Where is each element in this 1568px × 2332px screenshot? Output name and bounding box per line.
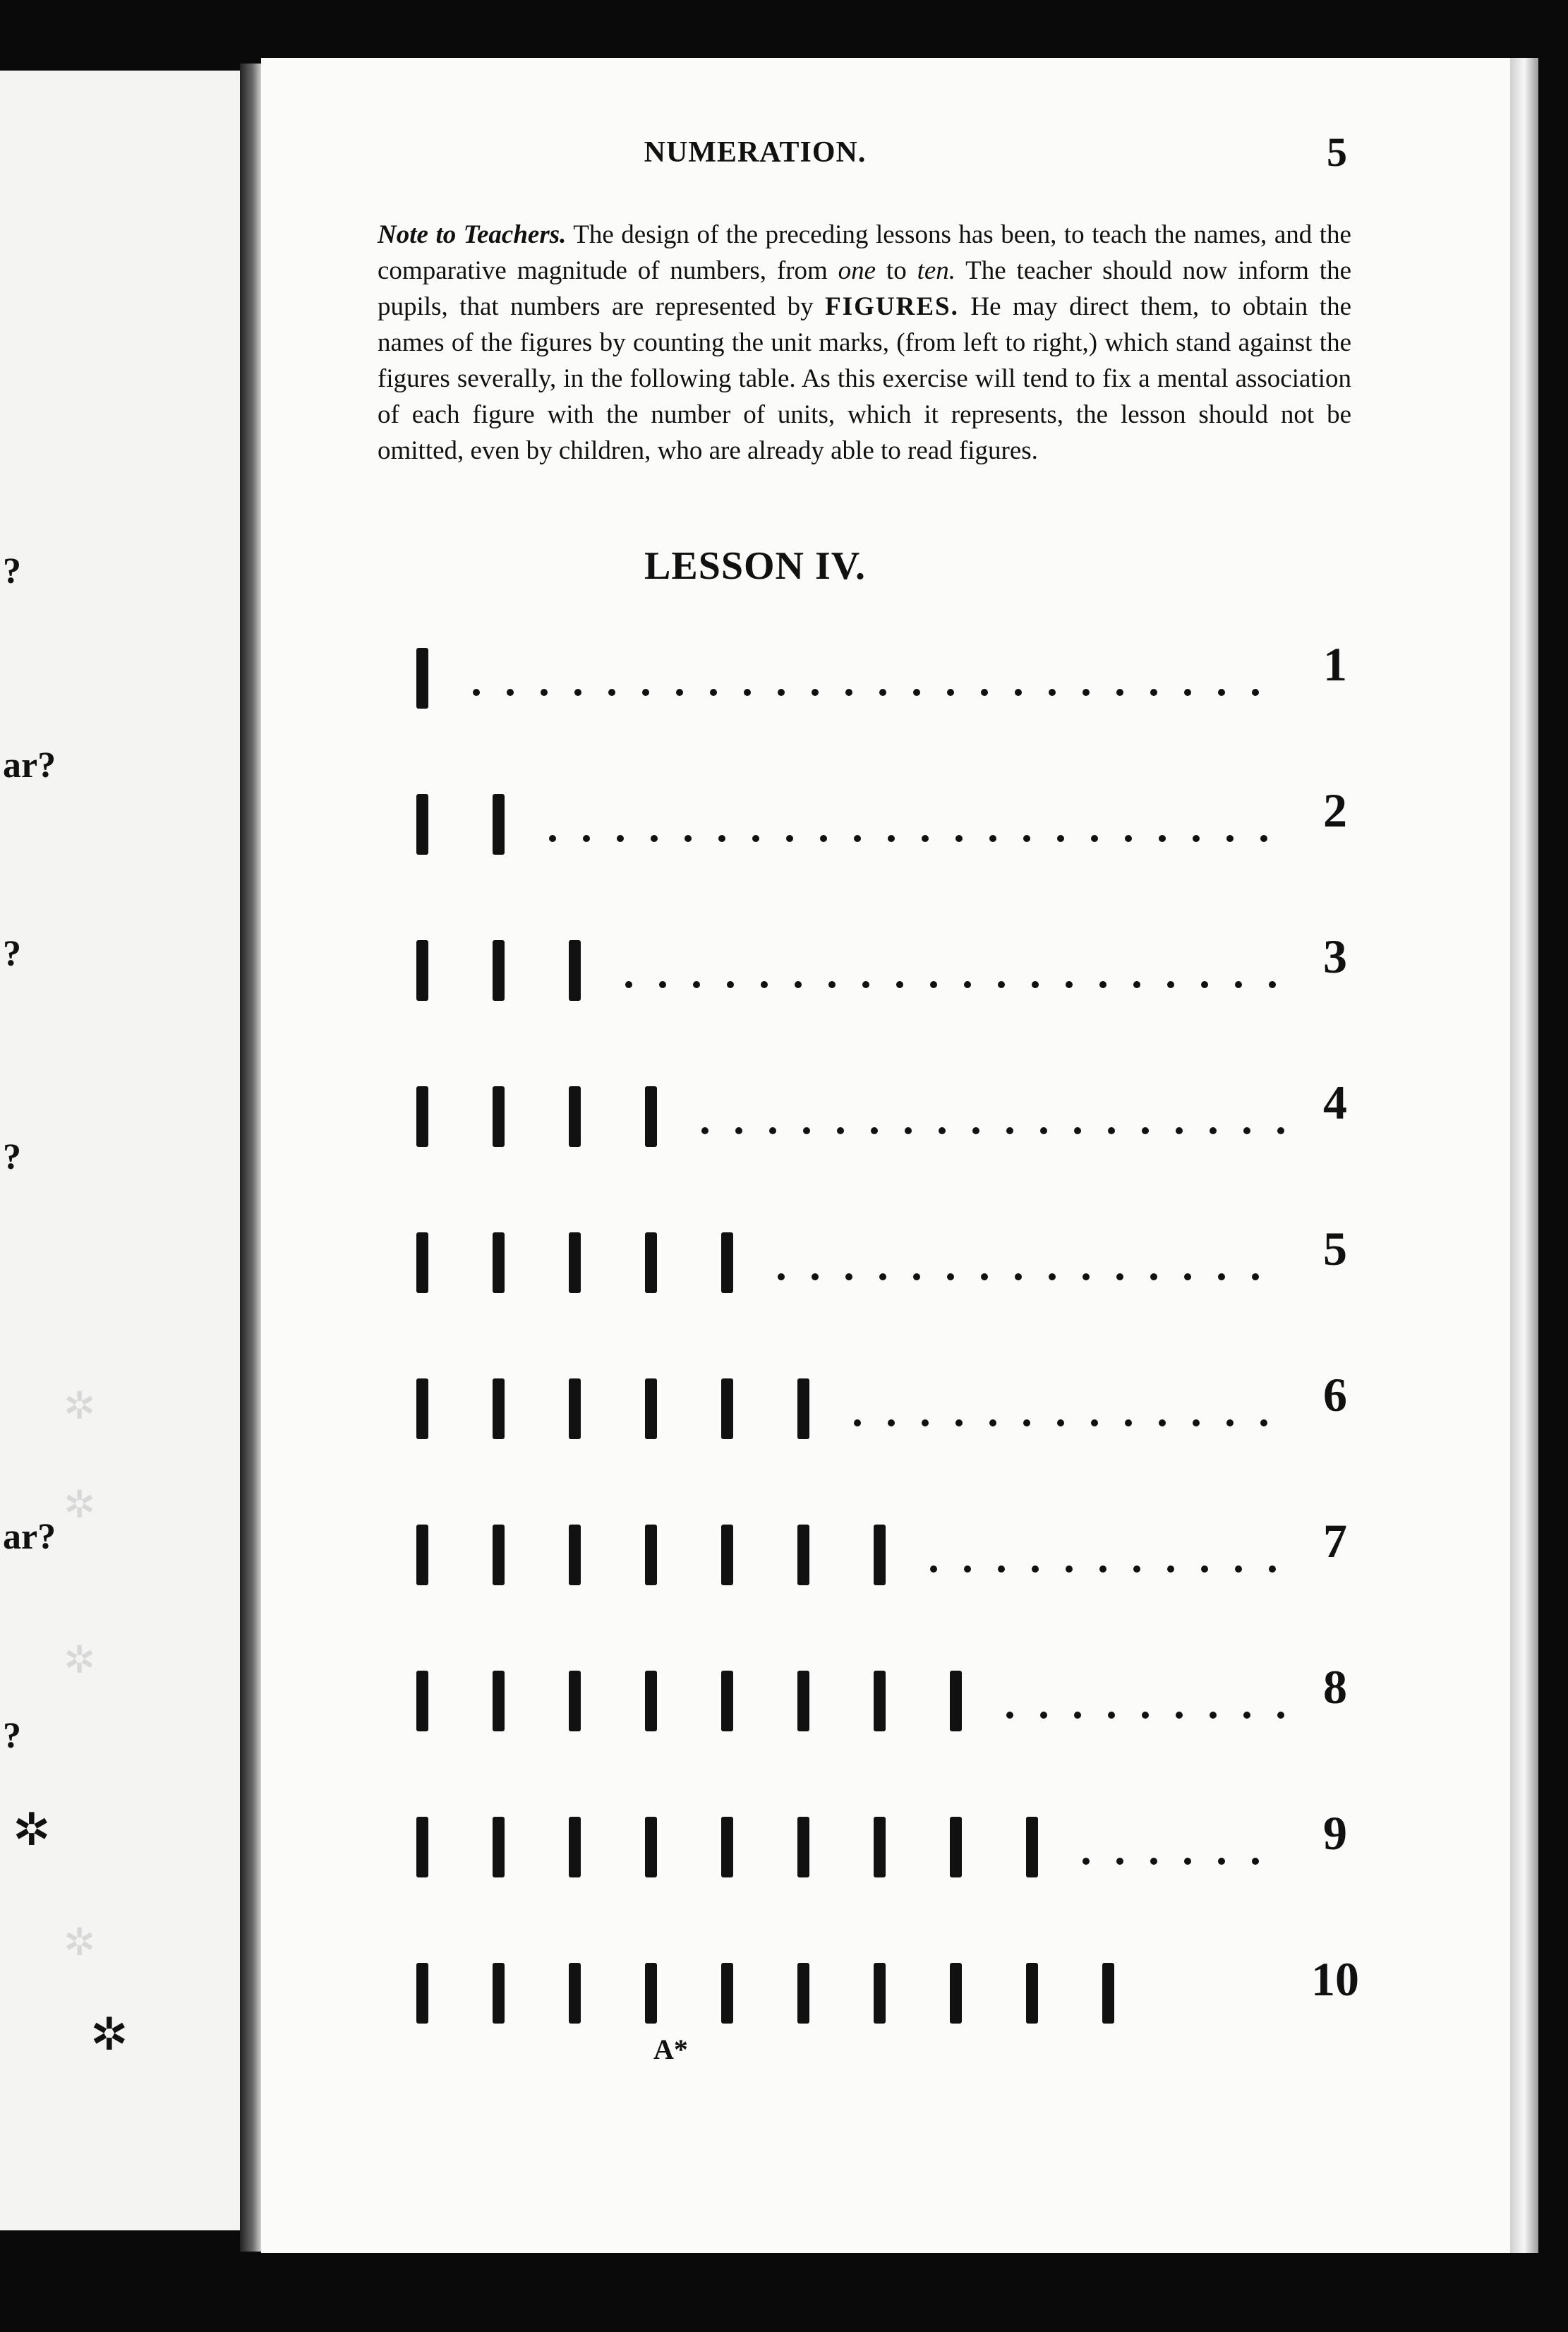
leader-dot: [1133, 981, 1140, 988]
leader-dot: [1176, 1712, 1183, 1719]
leader-dot: [1032, 1565, 1039, 1573]
leader-dot: [913, 1273, 920, 1280]
leader-dot: [879, 689, 886, 696]
note-text: to: [876, 256, 917, 285]
asterism-icon: ✲: [90, 2009, 128, 2060]
leader-dot: [1193, 1419, 1200, 1426]
leader-dot: [1252, 689, 1259, 696]
tally-row: [261, 637, 1510, 707]
leader-dot: [812, 689, 819, 696]
leader-dot: [583, 835, 590, 842]
leader-dot: [922, 835, 929, 842]
note-lead: Note to Teachers.: [378, 220, 567, 249]
leader-dot: [1243, 1712, 1250, 1719]
unit-mark: [645, 1086, 657, 1147]
leader-dot: [930, 981, 937, 988]
leader-dot: [1116, 1858, 1123, 1865]
leader-dot: [1133, 1565, 1140, 1573]
leader-dot: [1125, 835, 1132, 842]
leader-dot: [778, 1273, 785, 1280]
leader-dot: [1210, 1712, 1217, 1719]
leader-dot: [879, 1273, 886, 1280]
unit-mark: [416, 1378, 428, 1439]
asterism-icon: ✲: [64, 1385, 96, 1427]
leader-dot: [1040, 1127, 1047, 1134]
figure-label: 1: [1323, 637, 1347, 691]
leader-dot: [1243, 1127, 1250, 1134]
leader-dot: [845, 689, 852, 696]
unit-mark: [493, 794, 505, 855]
unit-mark: [416, 940, 428, 1001]
leader-dot: [1159, 835, 1166, 842]
leader-dot: [1226, 1419, 1234, 1426]
lesson-title: LESSON IV.: [644, 544, 866, 588]
unit-mark: [493, 940, 505, 1001]
leader-dot: [998, 981, 1005, 988]
leader-dot: [828, 981, 836, 988]
leader-dot: [744, 689, 751, 696]
leader-dot: [718, 835, 725, 842]
leader-dot: [710, 689, 717, 696]
leader-dot: [947, 1273, 954, 1280]
leader-dot: [913, 689, 920, 696]
unit-mark: [645, 1525, 657, 1585]
leader-dot: [1260, 1419, 1267, 1426]
unit-mark: [569, 940, 581, 1001]
unit-mark: [1102, 1963, 1114, 2024]
figure-label: 5: [1323, 1222, 1347, 1275]
asterism-icon: ✲: [13, 1805, 51, 1855]
leader-dot: [1142, 1127, 1149, 1134]
tally-row: [261, 930, 1510, 999]
unit-mark: [569, 1671, 581, 1731]
leader-dot: [939, 1127, 946, 1134]
leader-dot: [1235, 981, 1242, 988]
leader-dot: [1201, 1565, 1208, 1573]
leader-dot: [1167, 1565, 1174, 1573]
leader-dot: [778, 689, 785, 696]
unit-mark: [874, 1525, 886, 1585]
left-page-fragment: ?: [3, 934, 21, 974]
leader-dot: [1006, 1127, 1013, 1134]
leader-dot: [1023, 835, 1030, 842]
figure-label: 9: [1323, 1806, 1347, 1860]
unit-mark: [569, 1086, 581, 1147]
leader-dot: [1201, 981, 1208, 988]
leader-dot: [642, 689, 649, 696]
leader-dot: [854, 835, 861, 842]
leader-dot: [507, 689, 514, 696]
leader-dot: [473, 689, 480, 696]
leader-dot: [1260, 835, 1267, 842]
tally-row: [261, 1514, 1510, 1584]
figure-label: 4: [1323, 1076, 1347, 1129]
unit-mark: [950, 1671, 962, 1731]
leader-dot: [1150, 689, 1157, 696]
figure-label: 10: [1311, 1952, 1359, 2006]
leader-dot: [617, 835, 624, 842]
leader-dot: [854, 1419, 861, 1426]
leader-dot: [1091, 1419, 1098, 1426]
unit-mark: [721, 1817, 733, 1877]
figure-label: 8: [1323, 1660, 1347, 1714]
asterism-icon: ✲: [64, 1921, 96, 1964]
leader-dot: [871, 1127, 878, 1134]
unit-mark: [721, 1232, 733, 1293]
unit-mark: [493, 1378, 505, 1439]
leader-dot: [727, 981, 734, 988]
leader-dot: [1082, 689, 1090, 696]
leader-dot: [1066, 1565, 1073, 1573]
signature-mark: A*: [653, 2033, 688, 2065]
leader-dot: [752, 835, 759, 842]
leader-dot: [837, 1127, 844, 1134]
unit-mark: [797, 1378, 809, 1439]
leader-dot: [955, 1419, 963, 1426]
left-page-fragment: ar?: [3, 745, 56, 786]
leader-dot: [888, 835, 895, 842]
unit-mark: [797, 1963, 809, 2024]
leader-dot: [1193, 835, 1200, 842]
asterism-icon: ✲: [64, 1484, 96, 1526]
leader-dot: [972, 1127, 979, 1134]
leader-dot: [1218, 1858, 1225, 1865]
leader-dot: [1049, 1273, 1056, 1280]
leader-dot: [1074, 1712, 1081, 1719]
unit-mark: [416, 648, 428, 709]
unit-mark: [721, 1671, 733, 1731]
leader-dot: [574, 689, 581, 696]
leader-dot: [676, 689, 683, 696]
leader-dot: [947, 689, 954, 696]
leader-dot: [1269, 1565, 1276, 1573]
unit-mark: [493, 1671, 505, 1731]
note-emphasis: ten.: [917, 256, 956, 285]
unit-mark: [874, 1963, 886, 2024]
running-title: NUMERATION.: [644, 136, 867, 169]
tally-row: [261, 1222, 1510, 1292]
note-text: The teacher should now inform the pupils, that numbers are represented by: [378, 256, 1352, 321]
leader-dot: [989, 1419, 996, 1426]
leader-dot: [1082, 1273, 1090, 1280]
leader-dot: [685, 835, 692, 842]
leader-dot: [981, 689, 988, 696]
leader-dot: [786, 835, 793, 842]
unit-mark: [874, 1671, 886, 1731]
left-page-fragment: ?: [3, 1716, 21, 1756]
leader-dot: [1252, 1273, 1259, 1280]
leader-dot: [1099, 981, 1106, 988]
unit-mark: [493, 1086, 505, 1147]
figure-label: 3: [1323, 930, 1347, 983]
tally-row: [261, 1368, 1510, 1438]
leader-dot: [1091, 835, 1098, 842]
left-page-fragment: ar?: [3, 1517, 56, 1557]
leader-dot: [803, 1127, 810, 1134]
leader-dot: [1184, 1858, 1191, 1865]
unit-mark: [645, 1671, 657, 1731]
leader-dot: [1082, 1858, 1090, 1865]
leader-dot: [1159, 1419, 1166, 1426]
leader-dot: [896, 981, 903, 988]
page-edge: [1510, 58, 1538, 2253]
unit-mark: [569, 1963, 581, 2024]
unit-mark: [950, 1963, 962, 2024]
leader-dot: [1108, 1127, 1115, 1134]
unit-mark: [645, 1232, 657, 1293]
figure-label: 7: [1323, 1514, 1347, 1568]
page-number: 5: [1327, 129, 1347, 175]
unit-mark: [950, 1817, 962, 1877]
leader-dot: [1032, 981, 1039, 988]
note-figures-word: FIGURES.: [825, 292, 959, 321]
leader-dot: [1235, 1565, 1242, 1573]
leader-dot: [1226, 835, 1234, 842]
leader-dot: [769, 1127, 776, 1134]
tally-row: [261, 1076, 1510, 1146]
tally-row: [261, 1660, 1510, 1730]
unit-mark: [645, 1817, 657, 1877]
note-text: He may direct them, to obtain the names of the figures by counting the unit marks, (from left to right,) which stand against the figures severally, in the following table. As this exercise will tend to fix a mental association of each figure with the number of units, which it represents, the lesson should not be omitted, even by children, who are already able to read figures.: [378, 292, 1351, 465]
leader-dot: [989, 835, 996, 842]
book-page: [261, 58, 1517, 2253]
tally-table: [261, 58, 1510, 2253]
leader-dot: [1150, 1273, 1157, 1280]
leader-dot: [1049, 689, 1056, 696]
unit-mark: [645, 1963, 657, 2024]
leader-dot: [1074, 1127, 1081, 1134]
leader-dot: [1023, 1419, 1030, 1426]
leader-dot: [541, 689, 548, 696]
leader-dot: [651, 835, 658, 842]
leader-dot: [1176, 1127, 1183, 1134]
leader-dot: [1066, 981, 1073, 988]
leader-dot: [625, 981, 632, 988]
unit-mark: [569, 1817, 581, 1877]
tally-row: [261, 783, 1510, 853]
leader-dot: [1125, 1419, 1132, 1426]
figure-label: 2: [1323, 783, 1347, 837]
leader-dot: [1108, 1712, 1115, 1719]
leader-dot: [701, 1127, 708, 1134]
unit-mark: [416, 1232, 428, 1293]
book-gutter: [240, 64, 261, 2252]
left-page-fragment: ?: [3, 551, 21, 591]
leader-dot: [1015, 1273, 1022, 1280]
unit-mark: [493, 1232, 505, 1293]
unit-mark: [645, 1378, 657, 1439]
leader-dot: [820, 835, 827, 842]
leader-dot: [862, 981, 869, 988]
leader-dot: [549, 835, 556, 842]
unit-mark: [797, 1671, 809, 1731]
asterism-icon: ✲: [64, 1639, 96, 1681]
note-text: The design of the preceding lessons has been, to teach the names, and the comparative magnitude of numbers, from: [378, 220, 1351, 285]
leader-dot: [888, 1419, 895, 1426]
leader-dot: [1252, 1858, 1259, 1865]
unit-mark: [721, 1525, 733, 1585]
leader-dot: [1150, 1858, 1157, 1865]
leader-dot: [1210, 1127, 1217, 1134]
unit-mark: [1026, 1963, 1038, 2024]
leader-dot: [845, 1273, 852, 1280]
leader-dot: [761, 981, 768, 988]
leader-dot: [659, 981, 666, 988]
leader-dot: [795, 981, 802, 988]
unit-mark: [416, 1086, 428, 1147]
leader-dot: [1269, 981, 1276, 988]
leader-dot: [922, 1419, 929, 1426]
unit-mark: [493, 1525, 505, 1585]
leader-dot: [1116, 689, 1123, 696]
unit-mark: [416, 1671, 428, 1731]
leader-dot: [1006, 1712, 1013, 1719]
unit-mark: [493, 1963, 505, 2024]
unit-mark: [1026, 1817, 1038, 1877]
leader-dot: [812, 1273, 819, 1280]
unit-mark: [874, 1817, 886, 1877]
note-emphasis: one: [838, 256, 876, 285]
leader-dot: [981, 1273, 988, 1280]
leader-dot: [964, 981, 971, 988]
leader-dot: [905, 1127, 912, 1134]
unit-mark: [569, 1232, 581, 1293]
leader-dot: [1116, 1273, 1123, 1280]
tally-row: [261, 1806, 1510, 1876]
leader-dot: [930, 1565, 937, 1573]
leader-dot: [964, 1565, 971, 1573]
leader-dot: [1218, 1273, 1225, 1280]
left-page: [0, 71, 243, 2230]
unit-mark: [797, 1525, 809, 1585]
leader-dot: [735, 1127, 742, 1134]
unit-mark: [797, 1817, 809, 1877]
leader-dot: [1099, 1565, 1106, 1573]
leader-dot: [1277, 1127, 1284, 1134]
leader-dot: [1218, 689, 1225, 696]
leader-dot: [1142, 1712, 1149, 1719]
figure-label: 6: [1323, 1368, 1347, 1422]
leader-dot: [608, 689, 615, 696]
leader-dot: [1184, 689, 1191, 696]
leader-dot: [1015, 689, 1022, 696]
leader-dot: [693, 981, 700, 988]
leader-dot: [1167, 981, 1174, 988]
unit-mark: [416, 794, 428, 855]
leader-dot: [1184, 1273, 1191, 1280]
leader-dot: [955, 835, 963, 842]
unit-mark: [569, 1378, 581, 1439]
unit-mark: [416, 1817, 428, 1877]
unit-mark: [569, 1525, 581, 1585]
unit-mark: [416, 1525, 428, 1585]
tally-row: [261, 1952, 1510, 2022]
leader-dot: [1277, 1712, 1284, 1719]
left-page-fragment: ?: [3, 1137, 21, 1177]
unit-mark: [721, 1963, 733, 2024]
leader-dot: [1057, 835, 1064, 842]
leader-dot: [1057, 1419, 1064, 1426]
unit-mark: [416, 1963, 428, 2024]
unit-mark: [493, 1817, 505, 1877]
leader-dot: [998, 1565, 1005, 1573]
leader-dot: [1040, 1712, 1047, 1719]
unit-mark: [721, 1378, 733, 1439]
